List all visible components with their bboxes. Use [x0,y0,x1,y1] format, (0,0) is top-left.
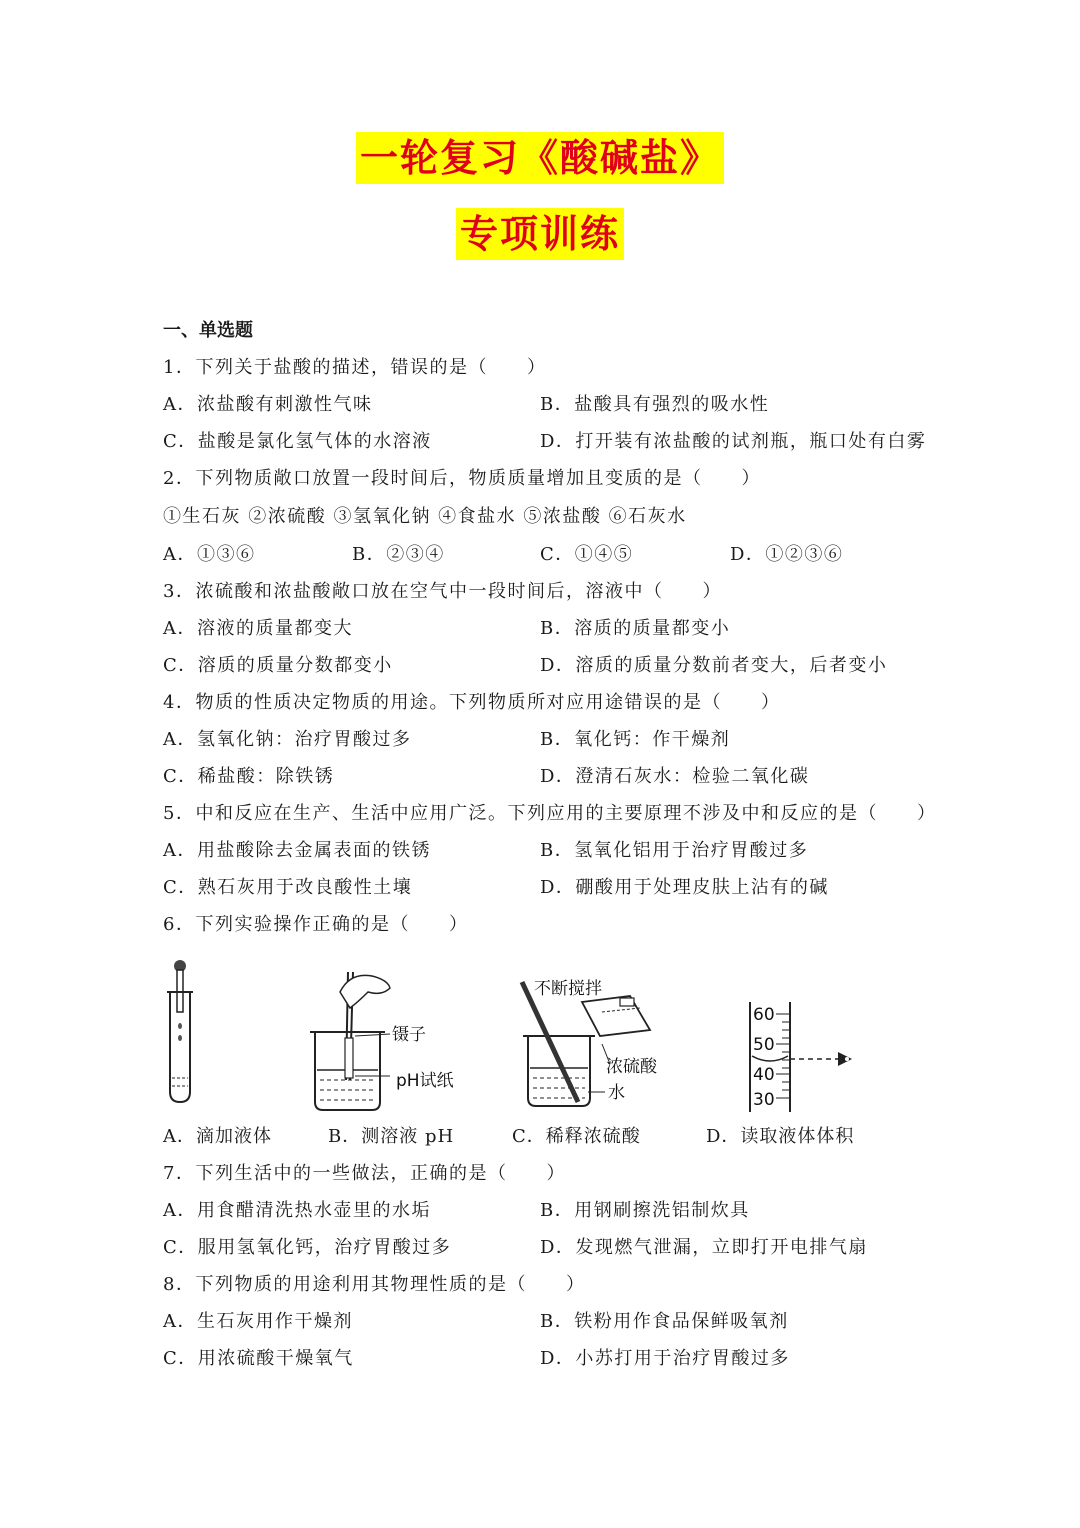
q5-option-a: A．用盐酸除去金属表面的铁锈 [163,840,431,861]
q1-option-c: C．盐酸是氯化氢气体的水溶液 [163,431,432,452]
q7-option-b: B．用钢刷擦洗铝制炊具 [540,1200,750,1221]
q3-option-a: A．溶液的质量都变大 [163,618,353,639]
q5-option-c: C．熟石灰用于改良酸性土壤 [163,877,413,898]
dilution-illustration [522,979,658,1106]
title-line-1 [0,132,1080,184]
q6-option-b: B．测溶液 pH [328,1126,455,1147]
title-text-1: 一轮复习《酸碱盐》 [356,132,724,184]
q8-option-c: C．用浓硫酸干燥氧气 [163,1348,354,1369]
q2-option-c: C．①④⑤ [540,544,634,565]
q5-option-d: D．硼酸用于处理皮肤上沾有的碱 [540,877,829,898]
q3-option-b: B．溶质的质量都变小 [540,618,731,639]
question-5-stem: 5．中和反应在生产、生活中应用广泛。下列应用的主要原理不涉及中和反应的是（ ） [163,803,937,824]
q8-option-a: A．生石灰用作干燥剂 [163,1311,353,1332]
ph-test-illustration [310,972,454,1110]
tweezers-label: 镊子 [392,1025,426,1045]
question-1-stem: 1．下列关于盐酸的描述，错误的是（ ） [163,357,547,378]
scale-30: 30 [753,1090,775,1110]
question-4-stem: 4．物质的性质决定物质的用途。下列物质所对应用途错误的是（ ） [163,692,781,713]
q6-option-d: D．读取液体体积 [706,1126,855,1147]
question-3-stem: 3．浓硫酸和浓盐酸敞口放在空气中一段时间后，溶液中（ ） [163,581,722,602]
q1-option-b: B．盐酸具有强烈的吸水性 [540,394,770,415]
section-heading: 一、单选题 [163,320,253,341]
q1-option-a: A．浓盐酸有刺激性气味 [163,394,373,415]
q2-option-b: B．②③④ [352,544,445,565]
q7-option-c: C．服用氢氧化钙，治疗胃酸过多 [163,1237,452,1258]
q4-option-b: B．氧化钙：作干燥剂 [540,729,731,750]
scale-60: 60 [753,1005,775,1025]
title-text-2: 专项训练 [456,208,624,260]
title-line-2 [0,208,1080,260]
q6-option-a: A．滴加液体 [163,1126,272,1147]
question-7-stem: 7．下列生活中的一些做法，正确的是（ ） [163,1163,566,1184]
water-label: 水 [608,1083,625,1103]
q6-option-c: C．稀释浓硫酸 [512,1126,641,1147]
q2-substance-list: ①生石灰 ②浓硫酸 ③氢氧化钠 ④食盐水 ⑤浓盐酸 ⑥石灰水 [163,506,687,527]
scale-40: 40 [753,1065,775,1085]
q7-option-d: D．发现燃气泄漏，立即打开电排气扇 [540,1237,868,1258]
q1-option-d: D．打开装有浓盐酸的试剂瓶，瓶口处有白雾 [540,431,927,452]
cylinder-reading-illustration [750,1002,852,1112]
q3-option-c: C．溶质的质量分数都变小 [163,655,393,676]
q2-option-a: A．①③⑥ [163,544,256,565]
q3-option-d: D．溶质的质量分数前者变大，后者变小 [540,655,888,676]
q4-option-c: C．稀盐酸：除铁锈 [163,766,335,787]
question-2-stem: 2．下列物质敞口放置一段时间后，物质质量增加且变质的是（ ） [163,468,761,489]
q5-option-b: B．氢氧化铝用于治疗胃酸过多 [540,840,809,861]
scale-50: 50 [753,1035,775,1055]
dropper-test-tube-illustration [167,960,193,1102]
stir-label: 不断搅拌 [534,979,602,999]
q2-option-d: D．①②③⑥ [730,544,844,565]
q7-option-a: A．用食醋清洗热水壶里的水垢 [163,1200,431,1221]
acid-label: 浓硫酸 [606,1057,657,1077]
q8-option-d: D．小苏打用于治疗胃酸过多 [540,1348,790,1369]
q4-option-a: A．氢氧化钠：治疗胃酸过多 [163,729,412,750]
question-6-stem: 6．下列实验操作正确的是（ ） [163,914,469,935]
q6-experiment-figure [150,952,870,1122]
q8-option-b: B．铁粉用作食品保鲜吸氧剂 [540,1311,789,1332]
ph-paper-label: pH试纸 [396,1071,454,1091]
q4-option-d: D．澄清石灰水：检验二氧化碳 [540,766,810,787]
question-8-stem: 8．下列物质的用途利用其物理性质的是（ ） [163,1274,586,1295]
